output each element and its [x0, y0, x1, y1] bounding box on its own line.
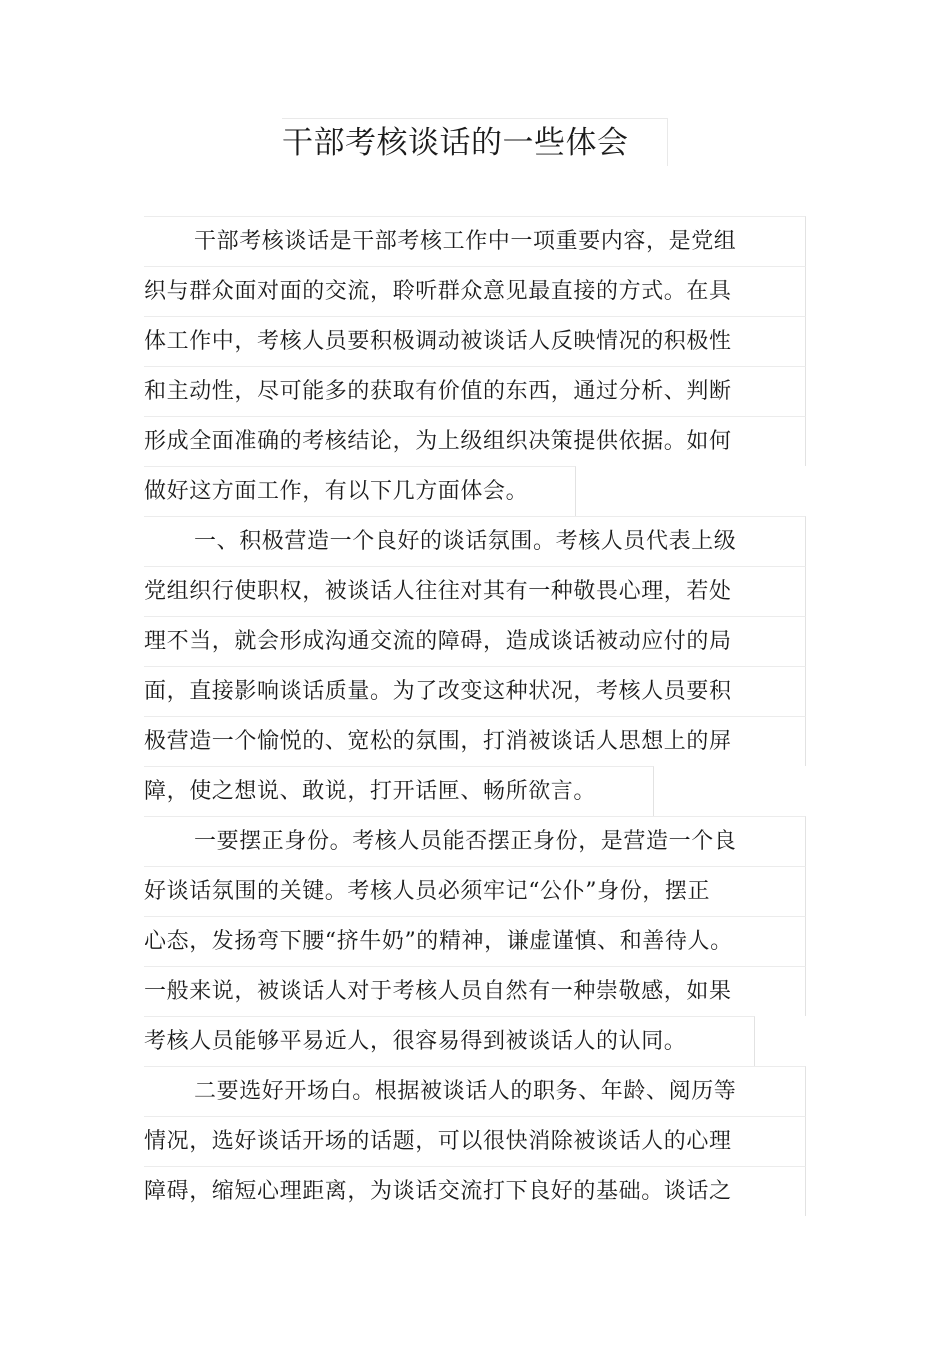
paragraph-line: 和主动性，尽可能多的获取有价值的东西，通过分析、判断: [144, 366, 806, 416]
paragraph-line: 考核人员能够平易近人，很容易得到被谈话人的认同。: [144, 1016, 755, 1066]
paragraph-line: 障碍，缩短心理距离，为谈话交流打下良好的基础。谈话之: [144, 1166, 806, 1216]
paragraph-line: 二要选好开场白。根据被谈话人的职务、年龄、阅历等: [144, 1066, 806, 1116]
paragraph-line: 一要摆正身份。考核人员能否摆正身份，是营造一个良: [144, 816, 806, 866]
paragraph-line: 形成全面准确的考核结论，为上级组织决策提供依据。如何: [144, 416, 806, 466]
paragraph-line: 理不当，就会形成沟通交流的障碍，造成谈话被动应付的局: [144, 616, 806, 666]
page-title: 干部考核谈话的一些体会: [282, 118, 668, 166]
paragraph-line: 好谈话氛围的关键。考核人员必须牢记“公仆”身份，摆正: [144, 866, 806, 916]
paragraph-line: 情况，选好谈话开场的话题，可以很快消除被谈话人的心理: [144, 1116, 806, 1166]
paragraph-line: 体工作中，考核人员要积极调动被谈话人反映情况的积极性: [144, 316, 806, 366]
paragraph-line: 干部考核谈话是干部考核工作中一项重要内容，是党组: [144, 216, 806, 266]
document-body: [144, 216, 806, 1216]
paragraph-line: 面，直接影响谈话质量。为了改变这种状况，考核人员要积: [144, 666, 806, 716]
paragraph-line: 一、积极营造一个良好的谈话氛围。考核人员代表上级: [144, 516, 806, 566]
paragraph-line: 障，使之想说、敢说，打开话匣、畅所欲言。: [144, 766, 654, 816]
paragraph-line: 心态，发扬弯下腰“挤牛奶”的精神，谦虚谨慎、和善待人。: [144, 916, 806, 966]
paragraph-line: 做好这方面工作，有以下几方面体会。: [144, 466, 576, 516]
paragraph-line: 党组织行使职权，被谈话人往往对其有一种敬畏心理，若处: [144, 566, 806, 616]
paragraph-line: 织与群众面对面的交流，聆听群众意见最直接的方式。在具: [144, 266, 806, 316]
paragraph-line: 一般来说，被谈话人对于考核人员自然有一种崇敬感，如果: [144, 966, 806, 1016]
paragraph-line: 极营造一个愉悦的、宽松的氛围，打消被谈话人思想上的屏: [144, 716, 806, 766]
